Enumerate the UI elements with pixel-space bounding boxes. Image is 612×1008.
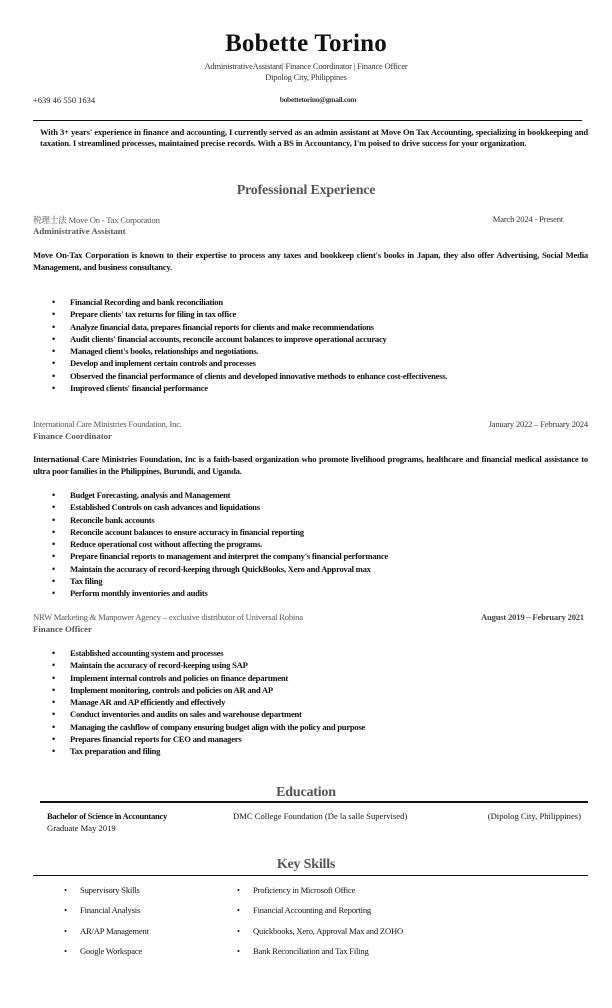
job-title: Finance Coordinator xyxy=(33,431,112,441)
list-item: • Perform monthly inventories and audits xyxy=(52,587,388,599)
list-item: • Bank Reconciliation and Tax Filing xyxy=(237,945,403,965)
list-item: • Reconcile account balances to ensure accuracy in financial reporting xyxy=(52,526,388,538)
list-item: • Maintain the accuracy of record-keeping through QuickBooks, Xero and Approval max xyxy=(52,563,388,575)
list-item: • Prepares financial reports for CEO and managers xyxy=(52,733,365,745)
list-item: • Managing the cashflow of company ensuring budget align with the policy and purpose xyxy=(52,721,365,733)
list-item: • Prepare clients' tax returns for filing in tax office xyxy=(52,308,447,320)
job-title: Finance Officer xyxy=(33,624,92,634)
job-bullets xyxy=(52,296,447,394)
list-item: • Tax filing xyxy=(52,575,388,587)
list-item: • Manage AR and AP efficiently and effectively xyxy=(52,696,365,708)
list-item: • Budget Forecasting, analysis and Management xyxy=(52,489,388,501)
list-item: • Established Controls on cash advances and liquidations xyxy=(52,501,388,513)
job-description: International Care Ministries Foundation, Inc is a faith-based organization who promote livelihood programs, healthcare and financial medical assistance to ultra poor families in the Philippines, Burundi, and Uganda. xyxy=(33,454,588,476)
list-item: • Proficiency in Microsoft Office xyxy=(237,884,403,904)
job-dates: January 2022 – February 2024 xyxy=(488,419,588,429)
list-item: • Conduct inventories and audits on sales and warehouse department xyxy=(52,708,365,720)
job-dates: March 2024 - Present xyxy=(492,214,563,224)
email-address[interactable]: bobettetorino@gmail.com xyxy=(279,95,357,104)
summary: With 3+ years' experience in finance and accounting, I currently served as an admin assistant at Move On Tax Accounting, specializing in bookkeeping and taxation. I streamlined processes, maintained precise records. With a BS in Accountancy, I'm poised to drive success for your organization. xyxy=(40,127,588,149)
list-item: • Reconcile bank accounts xyxy=(52,514,388,526)
education-heading: Education xyxy=(276,785,336,800)
list-item: • AR/AP Management xyxy=(64,925,149,945)
school-location: (Dipolog City, Philippines) xyxy=(487,811,581,821)
list-item: • Supervisory Skills xyxy=(64,884,149,904)
job-bullets xyxy=(52,489,388,600)
graduation-date: Graduate May 2019 xyxy=(47,823,116,833)
list-item: • Prepare financial reports to management and interpret the company's financial performance xyxy=(52,550,388,562)
candidate-name: Bobette Torino xyxy=(225,30,387,57)
list-item: • Develop and implement certain controls and processes xyxy=(52,357,447,369)
job-bullets xyxy=(52,647,365,758)
list-item: • Implement monitoring, controls and policies on AR and AP xyxy=(52,684,365,696)
experience-heading: Professional Experience xyxy=(236,183,376,198)
list-item: • Maintain the accuracy of record-keeping using SAP xyxy=(52,659,365,671)
list-item: • Improved clients' financial performance xyxy=(52,382,447,394)
job-company: NRW Marketing & Manpower Agency – exclusive distributor of Universal Robina xyxy=(33,612,303,622)
list-item: • Tax preparation and filing xyxy=(52,745,365,757)
list-item: • Analyze financial data, prepares financial reports for clients and make recommendations xyxy=(52,321,447,333)
job-description: Move On-Tax Corporation is known to their expertise to process any taxes and bookkeep client's books in Japan, they also offer Advertising, Social Media Management, and business consultancy. xyxy=(33,250,588,272)
degree: Bachelor of Science in Accountancy xyxy=(47,811,167,821)
list-item: • Implement internal controls and policies on finance department xyxy=(52,672,365,684)
skills-column-2 xyxy=(237,884,403,965)
job-title: Administrative Assistant xyxy=(33,226,126,236)
list-item: • Audit clients' financial accounts, reconcile account balances to improve operational accuracy xyxy=(52,333,447,345)
job-company: International Care Ministries Foundation, Inc. xyxy=(33,419,182,429)
list-item: • Financial Recording and bank reconciliation xyxy=(52,296,447,308)
list-item: • Established accounting system and processes xyxy=(52,647,365,659)
divider xyxy=(33,120,582,121)
skills-column-1 xyxy=(64,884,149,965)
phone-number: +639 46 550 1634 xyxy=(33,95,96,105)
list-item: • Observed the financial performance of clients and developed innovative methods to enhance cost-effectiveness. xyxy=(52,370,447,382)
school-name: DMC College Foundation (De la salle Supervised) xyxy=(233,811,408,821)
divider xyxy=(40,801,588,803)
list-item: • Reduce operational cost without affecting the programs. xyxy=(52,538,388,550)
location: Dipolog City, Philippines xyxy=(265,72,347,82)
list-item: • Financial Accounting and Reporting xyxy=(237,904,403,924)
list-item: • Managed client's books, relationships and negotiations. xyxy=(52,345,447,357)
job-dates: August 2019 – February 2021 xyxy=(481,612,584,622)
list-item: • Quickbooks, Xero, Approval Max and ZOHO xyxy=(237,925,403,945)
divider xyxy=(33,875,588,876)
list-item: • Financial Analysis xyxy=(64,904,149,924)
roles-line: AdministrativeAssistant| Finance Coordinator | Finance Officer xyxy=(204,61,408,71)
job-company: 税理士法 Move On - Tax Corporation xyxy=(33,215,160,225)
list-item: • Google Workspace xyxy=(64,945,149,965)
skills-heading: Key Skills xyxy=(276,857,336,872)
